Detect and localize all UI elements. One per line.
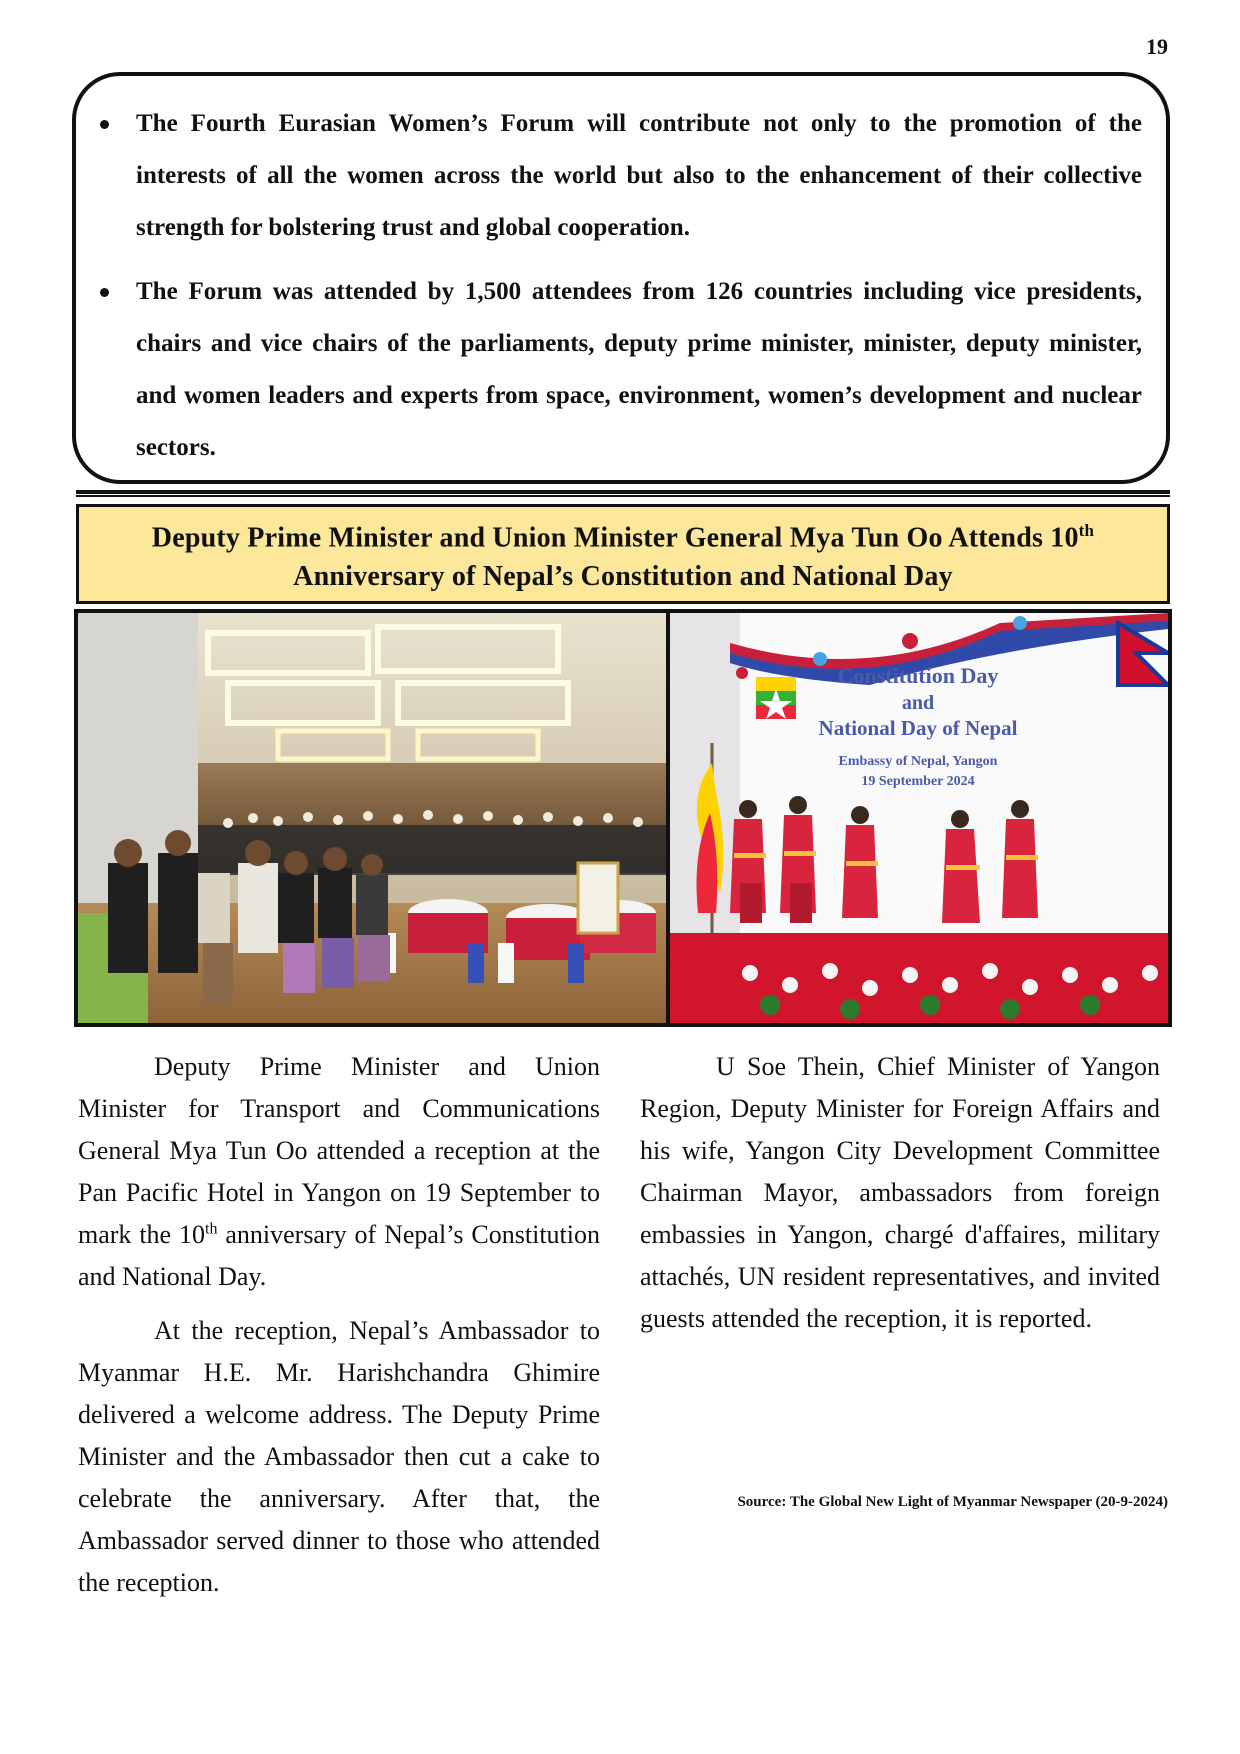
bullet-text: The Fourth Eurasian Women’s Forum will contribute not only to the promotion of the interests of all the women across the world but also to the enhancement of their collective strength for bolstering trust and global cooperation. [136,110,1142,241]
stage-dance-photo [670,613,1168,1023]
banner-line-5: 19 September 2024 [861,774,975,789]
bullet-text: The Forum was attended by 1,500 attendees from 126 countries including vice presidents, chairs and vice chairs of the parliaments, deputy prime minister, minister, deputy minister, and women leaders and experts from space, environment, women’s development and nuclear sectors. [136,278,1142,461]
bullet-dot-icon [100,288,109,297]
paragraph-1-text-b: anniversary of Nepal’s Constitution and National Day. [78,1220,601,1291]
paragraph-1-text-a: Deputy Prime Minister and Union Minister for Transport and Communications General Mya Tun Oo attended a reception at the Pan Pacific Hotel in Yangon on 19 September to mark the 10 [78,1052,600,1249]
photo-frame [74,609,1172,1027]
bullet-list [136,98,1142,474]
bullet-item [136,266,1142,474]
banner-line-3: National Day of Nepal [818,716,1018,740]
paragraph-1-superscript: th [205,1220,218,1238]
headline-superscript: th [1078,521,1095,541]
article-column-right [640,1046,1160,1352]
article-headline [152,512,1094,595]
article-paragraph-2: At the reception, Nepal’s Ambassador to Myanmar H.E. Mr. Harishchandra Ghimire delivered a welcome address. The Deputy Prime Minister and the Ambassador then cut a cake to celebrate the anniversary. After that, the Ambassador served dinner to those who attended the reception. [78,1316,600,1597]
article-paragraph-1 [78,1046,600,1298]
headline-part-1: Deputy Prime Minister and Union Minister General Mya Tun Oo Attends 10 [151,522,1079,554]
headline-box [76,504,1170,604]
reception-hall-illustration [78,613,666,1023]
page-number: 19 [1146,34,1168,59]
stage-dance-illustration [670,613,1168,1023]
banner-line-4: Embassy of Nepal, Yangon [838,754,998,769]
article-paragraph-3: U Soe Thein, Chief Minister of Yangon Region, Deputy Minister for Foreign Affairs and his wife, Yangon City Development Committee Chairman Mayor, ambassadors from foreign embassies in Yangon, chargé d'affaires, military attachés, UN resident representatives, and invited guests attended the reception, it is reported. [640,1052,1160,1333]
headline-part-2: Anniversary of Nepal’s Constitution and National Day [293,560,953,592]
section-divider [76,490,1170,497]
banner-line-2: and [901,692,935,714]
source-citation: Source: The Global New Light of Myanmar Newspaper (20-9-2024) [737,1494,1168,1510]
bullet-dot-icon [100,120,109,129]
bullet-item [136,98,1142,254]
article-column-left [78,1046,600,1616]
bullet-summary-box [72,72,1170,484]
reception-hall-photo [78,613,666,1023]
banner-line-1: Constitution Day [837,663,999,688]
